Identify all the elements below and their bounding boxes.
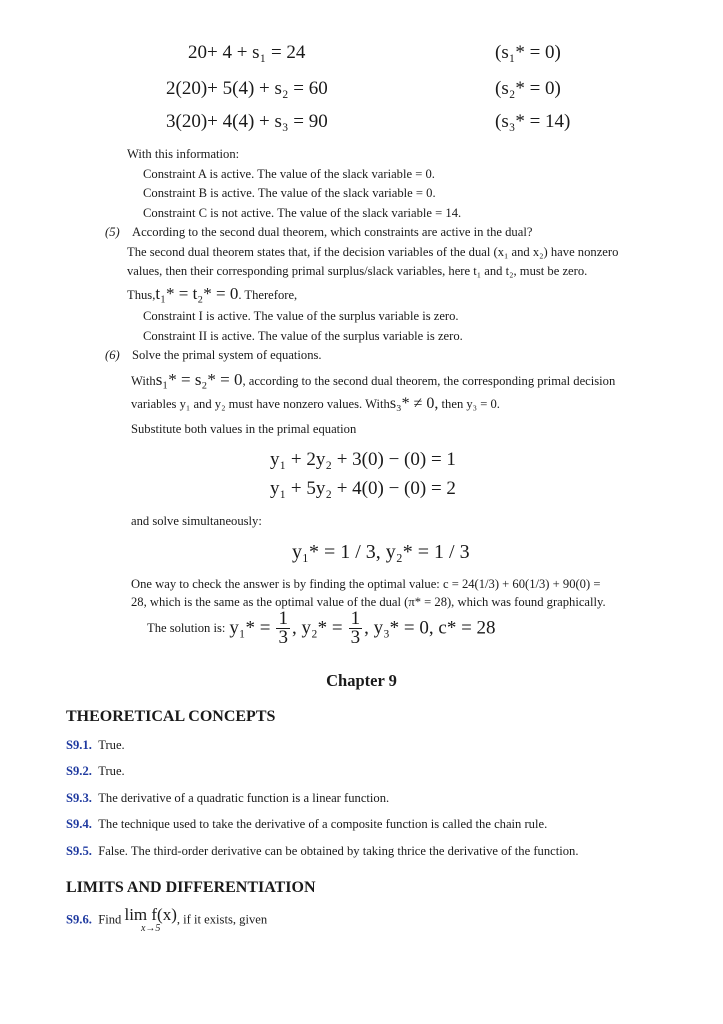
thus-suffix: . Therefore, [238, 288, 298, 302]
primal-eq-row3: 3(20)+ 4(4) + s₃ = 90 [166, 111, 328, 132]
s96-suffix: , if it exists, given [176, 912, 268, 927]
solution-prefix: The solution is: [147, 621, 226, 635]
item-label: S9.5. [66, 844, 92, 858]
section-limits-differentiation: LIMITS AND DIFFERENTIATION [66, 879, 316, 896]
list-item [66, 791, 389, 806]
check-line1: One way to check the answer is by finding the optimal value: c = 24(1/3) + 60(1/3) + 90(0) = [131, 577, 601, 591]
item-label: S9.2. [66, 764, 92, 778]
primal-slack-row1: (s₁* = 0) [495, 42, 561, 63]
with-info-text: With this information: [127, 147, 240, 161]
with-equation: s₁* = s₂* = 0 [155, 370, 243, 389]
step5-number: (5) [105, 225, 120, 239]
item-label: S9.4. [66, 817, 92, 831]
substitute-text: Substitute both values in the primal equation [131, 422, 357, 436]
constraint-c-text: Constraint C is not active. The value of the slack variable = 14. [143, 206, 462, 220]
step5-thus-line [127, 286, 297, 303]
step5-question: According to the second dual theorem, which constraints are active in the dual? [132, 225, 533, 239]
item-label: S9.6. [66, 912, 92, 927]
primal-eq-row2: 2(20)+ 5(4) + s₂ = 60 [166, 78, 328, 99]
fraction-one-third-a: $\frac{1}{3}$ [278, 608, 288, 648]
section-theoretical-concepts: THEORETICAL CONCEPTS [66, 708, 276, 725]
primal-slack-row3: (s₃* = 14) [495, 111, 571, 132]
solve-text: and solve simultaneously: [131, 514, 262, 528]
primal-slack-row2: (s₂* = 0) [495, 78, 561, 99]
constraint-a-text: Constraint A is active. The value of the slack variable = 0. [143, 167, 435, 181]
step5-constraint-2: Constraint II is active. The value of the surplus variable is zero. [143, 329, 463, 343]
fraction-one-third-b: $\frac{1}{3}$ [350, 608, 361, 648]
primal-equation-1: y₁ + 2y₂ + 3(0) − (0) = 1 [270, 449, 456, 470]
with-suffix: , according to the second dual theorem, the corresponding primal decision [242, 374, 616, 388]
primal-eq-row1: 20+ 4 + s₁ = 24 [188, 42, 306, 63]
item-text: True. [98, 764, 125, 778]
thus-equation: t₁* = t₂* = 0 [155, 284, 239, 303]
s96-line [66, 906, 267, 934]
limit-expression: lim f(x) x→5 [124, 905, 177, 934]
list-item [66, 764, 125, 779]
find-text: Find [98, 912, 122, 927]
chapter-title: Chapter 9 [326, 671, 397, 690]
thus-prefix: Thus, [127, 288, 156, 302]
step5-constraint-1: Constraint I is active. The value of the surplus variable is zero. [143, 309, 459, 323]
with-prefix: With [131, 374, 156, 388]
final-solution-line: The solution is: y₁* = $\frac{1}{3}$ , y₂* = $\frac{1}{3}$ , y₃* = 0, c* = 28 [147, 608, 496, 648]
primal-equation-2: y₁ + 5y₂ + 4(0) − (0) = 2 [270, 478, 456, 499]
list-item [66, 844, 578, 859]
step5-line1: The second dual theorem states that, if the decision variables of the dual (x₁ and x₂) have nonzero [127, 245, 619, 259]
item-text: The derivative of a quadratic function is a linear function. [98, 791, 390, 805]
list-item [66, 738, 125, 753]
item-label: S9.3. [66, 791, 92, 805]
item-text: False. The third-order derivative can be obtained by taking thrice the derivative of the function. [98, 844, 579, 858]
constraint-b-text: Constraint B is active. The value of the slack variable = 0. [143, 186, 436, 200]
s3-not-zero: s₃* ≠ 0, [389, 395, 439, 412]
check-line2: 28, which is the same as the optimal value of the dual (π* = 28), which was found graphically. [131, 595, 606, 609]
item-label: S9.1. [66, 738, 92, 752]
list-item [66, 817, 547, 832]
simultaneous-solution: y₁* = 1 / 3, y₂* = 1 / 3 [292, 541, 470, 563]
step6-line2: variables y₁ and y₂ must have nonzero values. Withs₃* ≠ 0, then y₃ = 0. [131, 395, 500, 412]
item-text: The technique used to take the derivative of a composite function is called the chain rule. [98, 817, 548, 831]
item-text: True. [98, 738, 125, 752]
step6-number: (6) [105, 348, 120, 362]
step6-question: Solve the primal system of equations. [132, 348, 322, 362]
step5-line2: values, then their corresponding primal surplus/slack variables, here t₁ and t₂, must be zero. [127, 264, 588, 278]
step6-with-line [131, 372, 615, 389]
